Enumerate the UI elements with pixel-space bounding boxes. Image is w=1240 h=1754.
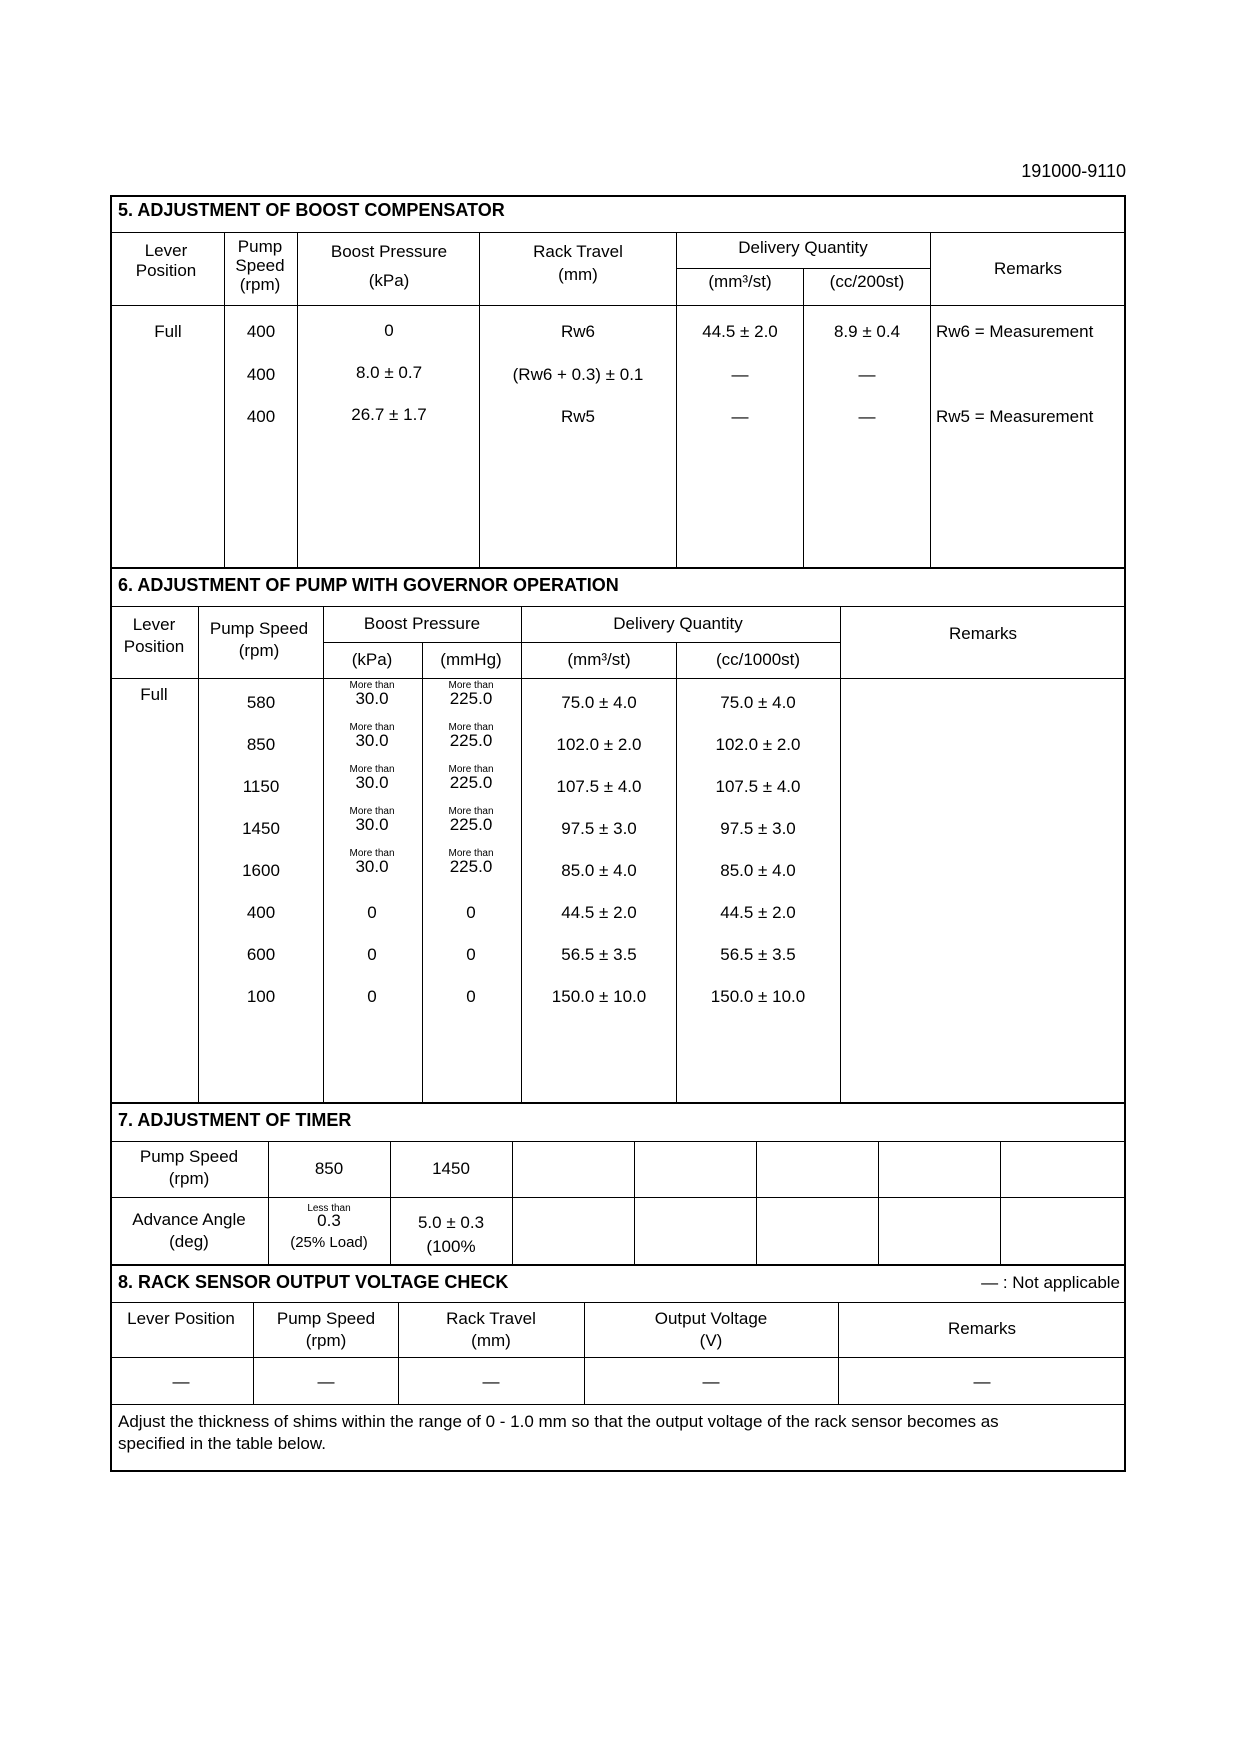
more-than-qualifier: More than bbox=[349, 848, 395, 859]
divider bbox=[110, 678, 1126, 679]
header-advance-angle: Advance Angle (deg) bbox=[132, 1210, 246, 1251]
divider bbox=[803, 268, 804, 567]
divider bbox=[110, 1197, 1126, 1198]
document-id: 191000-9110 bbox=[1021, 161, 1126, 181]
table-row-delivery-cc: 97.5 ± 3.0 bbox=[720, 819, 796, 838]
divider bbox=[634, 1141, 635, 1264]
table-row-delivery-mm: 102.0 ± 2.0 bbox=[556, 735, 642, 754]
table-row-boost: 0 bbox=[384, 321, 394, 340]
divider bbox=[840, 606, 841, 1102]
divider bbox=[390, 1141, 391, 1264]
section-divider bbox=[110, 1102, 1126, 1104]
table-row-delivery-cc: 44.5 ± 2.0 bbox=[720, 903, 796, 922]
header-rack-travel: Rack Travel bbox=[533, 242, 623, 261]
table-row-delivery-mm: 97.5 ± 3.0 bbox=[561, 819, 637, 838]
table-row-speed: 100 bbox=[246, 987, 276, 1006]
divider bbox=[110, 1141, 1126, 1142]
table-row-boost-mmhg: 225.0 bbox=[449, 815, 493, 834]
table-row-delivery-cc: — bbox=[858, 365, 876, 384]
header-remarks: Remarks bbox=[948, 624, 1018, 643]
table-row-boost-kpa: 30.0 bbox=[355, 857, 389, 876]
table-row-boost-kpa: 0 bbox=[367, 987, 377, 1006]
section7-title: 7. ADJUSTMENT OF TIMER bbox=[118, 1110, 352, 1130]
advance-angle-value: 5.0 ± 0.3 bbox=[417, 1213, 485, 1232]
section5-title: 5. ADJUSTMENT OF BOOST COMPENSATOR bbox=[118, 200, 505, 220]
header-boost-pressure: Boost Pressure bbox=[330, 242, 448, 261]
table-row-speed: 400 bbox=[246, 322, 276, 341]
table-row-speed: 1150 bbox=[242, 777, 280, 796]
table-row-delivery-mm: 44.5 ± 2.0 bbox=[561, 903, 637, 922]
more-than-qualifier: More than bbox=[349, 680, 395, 691]
section-divider bbox=[110, 567, 1126, 569]
more-than-qualifier: More than bbox=[349, 806, 395, 817]
divider bbox=[268, 1141, 269, 1264]
divider bbox=[323, 606, 324, 1102]
table-row-boost-mmhg: 225.0 bbox=[449, 731, 493, 750]
table-row-delivery-cc: 102.0 ± 2.0 bbox=[715, 735, 801, 754]
divider bbox=[110, 1302, 1126, 1303]
divider bbox=[198, 606, 199, 1102]
table-row-boost-mmhg: 225.0 bbox=[449, 773, 493, 792]
table-row-rack: Rw6 bbox=[560, 322, 596, 341]
table-row-boost-mmhg: 0 bbox=[466, 987, 476, 1006]
table-row-speed: 850 bbox=[246, 735, 276, 754]
header-mmhg: (mmHg) bbox=[440, 650, 502, 669]
table-row-speed: 600 bbox=[246, 945, 276, 964]
table-row-speed: 400 bbox=[246, 903, 276, 922]
section-divider bbox=[110, 1264, 1126, 1266]
more-than-qualifier: More than bbox=[448, 764, 494, 775]
divider bbox=[512, 1141, 513, 1264]
section8-title: 8. RACK SENSOR OUTPUT VOLTAGE CHECK bbox=[118, 1272, 509, 1292]
table-row-delivery-cc: 75.0 ± 4.0 bbox=[720, 693, 796, 712]
table-row-boost: 8.0 ± 0.7 bbox=[355, 363, 423, 382]
more-than-qualifier: More than bbox=[349, 764, 395, 775]
header-kpa: (kPa) bbox=[351, 650, 393, 669]
header-delivery-mm: (mm³/st) bbox=[567, 650, 631, 669]
table-row-rack: (Rw6 + 0.3) ± 0.1 bbox=[512, 365, 644, 384]
table-row-delivery-mm: 56.5 ± 3.5 bbox=[561, 945, 637, 964]
divider bbox=[521, 606, 522, 1102]
header-remarks: Remarks bbox=[947, 1319, 1017, 1338]
divider bbox=[676, 232, 677, 567]
table-row-boost-mmhg: 225.0 bbox=[449, 857, 493, 876]
header-pump-speed: Pump Speed (rpm) bbox=[276, 1309, 376, 1350]
divider bbox=[323, 642, 840, 643]
table-row-delivery-cc: 56.5 ± 3.5 bbox=[720, 945, 796, 964]
header-lever-position: Lever Position bbox=[123, 615, 185, 656]
more-than-qualifier: More than bbox=[448, 680, 494, 691]
lever-value: Full bbox=[140, 685, 168, 704]
divider bbox=[224, 232, 225, 567]
header-output-voltage: Output Voltage (V) bbox=[654, 1309, 768, 1350]
divider bbox=[110, 232, 1126, 233]
table-row-speed: 400 bbox=[246, 365, 276, 384]
table-row-delivery-mm: 150.0 ± 10.0 bbox=[551, 987, 647, 1006]
divider bbox=[676, 642, 677, 1102]
table-row-delivery-cc: 85.0 ± 4.0 bbox=[720, 861, 796, 880]
divider bbox=[878, 1141, 879, 1264]
table-row-delivery-mm: 44.5 ± 2.0 bbox=[702, 322, 778, 341]
header-remarks: Remarks bbox=[993, 259, 1063, 278]
table-row-delivery-cc: 8.9 ± 0.4 bbox=[833, 322, 901, 341]
less-than-qualifier: Less than bbox=[307, 1203, 351, 1214]
lever-value: Full bbox=[154, 322, 182, 341]
table-row-delivery-cc: 150.0 ± 10.0 bbox=[710, 987, 806, 1006]
table-cell-remarks: — bbox=[973, 1372, 991, 1391]
table-cell-rack-travel: — bbox=[482, 1372, 500, 1391]
divider bbox=[422, 642, 423, 1102]
divider bbox=[110, 606, 1126, 607]
table-cell-voltage: — bbox=[702, 1372, 720, 1391]
table-row-boost-mmhg: 0 bbox=[466, 945, 476, 964]
advance-angle-note: (100% bbox=[426, 1237, 476, 1256]
divider bbox=[253, 1302, 254, 1404]
table-row-remarks: Rw5 = Measurement bbox=[936, 407, 1094, 426]
header-lever-position: Lever Position bbox=[135, 241, 197, 280]
table-row-delivery-mm: 107.5 ± 4.0 bbox=[556, 777, 642, 796]
table-cell-lever: — bbox=[172, 1372, 190, 1391]
header-pump-speed: Pump Speed (rpm) bbox=[139, 1147, 239, 1188]
table-row-remarks: Rw6 = Measurement bbox=[936, 322, 1094, 341]
table-row-delivery-mm: — bbox=[731, 407, 749, 426]
divider bbox=[110, 1357, 1126, 1358]
table-row-speed: 1450 bbox=[242, 819, 280, 838]
table-row-speed: 580 bbox=[246, 693, 276, 712]
legend-not-applicable: — : Not applicable bbox=[981, 1273, 1120, 1292]
table-row-boost-mmhg: 0 bbox=[466, 903, 476, 922]
divider bbox=[930, 232, 931, 567]
header-delivery-quantity: Delivery Quantity bbox=[738, 238, 868, 257]
table-row-boost-kpa: 30.0 bbox=[355, 815, 389, 834]
section6-title: 6. ADJUSTMENT OF PUMP WITH GOVERNOR OPERATION bbox=[118, 575, 619, 595]
table-row-delivery-mm: — bbox=[731, 365, 749, 384]
table-row-rack: Rw5 bbox=[560, 407, 596, 426]
table-row-speed: 400 bbox=[246, 407, 276, 426]
header-boost-unit: (kPa) bbox=[368, 271, 410, 290]
header-lever-position: Lever Position bbox=[127, 1309, 235, 1328]
table-row-delivery-mm: 75.0 ± 4.0 bbox=[561, 693, 637, 712]
more-than-qualifier: More than bbox=[448, 806, 494, 817]
table-row-boost-kpa: 30.0 bbox=[355, 689, 389, 708]
divider bbox=[110, 305, 1126, 306]
table-row-boost-kpa: 30.0 bbox=[355, 731, 389, 750]
header-delivery-quantity: Delivery Quantity bbox=[613, 614, 743, 633]
divider bbox=[479, 232, 480, 567]
divider bbox=[1000, 1141, 1001, 1264]
advance-angle-value: 0.3 bbox=[317, 1211, 341, 1230]
header-delivery-mm: (mm³/st) bbox=[708, 272, 772, 291]
divider bbox=[838, 1302, 839, 1404]
header-rack-unit: (mm) bbox=[558, 265, 598, 284]
header-delivery-cc: (cc/200st) bbox=[829, 272, 905, 291]
shim-adjustment-note: Adjust the thickness of shims within the range of 0 - 1.0 mm so that the output voltage of the rack sensor becomes as specified in the table below. bbox=[118, 1412, 999, 1453]
more-than-qualifier: More than bbox=[448, 848, 494, 859]
header-pump-speed: Pump Speed (rpm) bbox=[235, 237, 285, 294]
table-cell-pump-speed: — bbox=[317, 1372, 335, 1391]
table-row-boost-kpa: 30.0 bbox=[355, 773, 389, 792]
header-delivery-cc: (cc/1000st) bbox=[715, 650, 801, 669]
header-pump-speed: Pump Speed (rpm) bbox=[209, 619, 309, 660]
table-row-speed: 1600 bbox=[242, 861, 280, 880]
divider bbox=[756, 1141, 757, 1264]
more-than-qualifier: More than bbox=[349, 722, 395, 733]
table-row-boost-kpa: 0 bbox=[367, 945, 377, 964]
table-row-boost: 26.7 ± 1.7 bbox=[351, 405, 427, 424]
divider bbox=[584, 1302, 585, 1404]
more-than-qualifier: More than bbox=[448, 722, 494, 733]
timer-speed-850: 850 bbox=[314, 1159, 344, 1178]
timer-speed-1450: 1450 bbox=[432, 1159, 470, 1178]
table-row-boost-kpa: 0 bbox=[367, 903, 377, 922]
table-row-delivery-mm: 85.0 ± 4.0 bbox=[561, 861, 637, 880]
table-row-delivery-cc: 107.5 ± 4.0 bbox=[715, 777, 801, 796]
divider bbox=[398, 1302, 399, 1404]
header-rack-travel: Rack Travel (mm) bbox=[446, 1309, 536, 1350]
advance-angle-note: (25% Load) bbox=[290, 1234, 368, 1251]
divider bbox=[297, 232, 298, 567]
table-row-delivery-cc: — bbox=[858, 407, 876, 426]
header-boost-pressure: Boost Pressure bbox=[363, 614, 481, 633]
divider bbox=[110, 1404, 1126, 1405]
table-row-boost-mmhg: 225.0 bbox=[449, 689, 493, 708]
